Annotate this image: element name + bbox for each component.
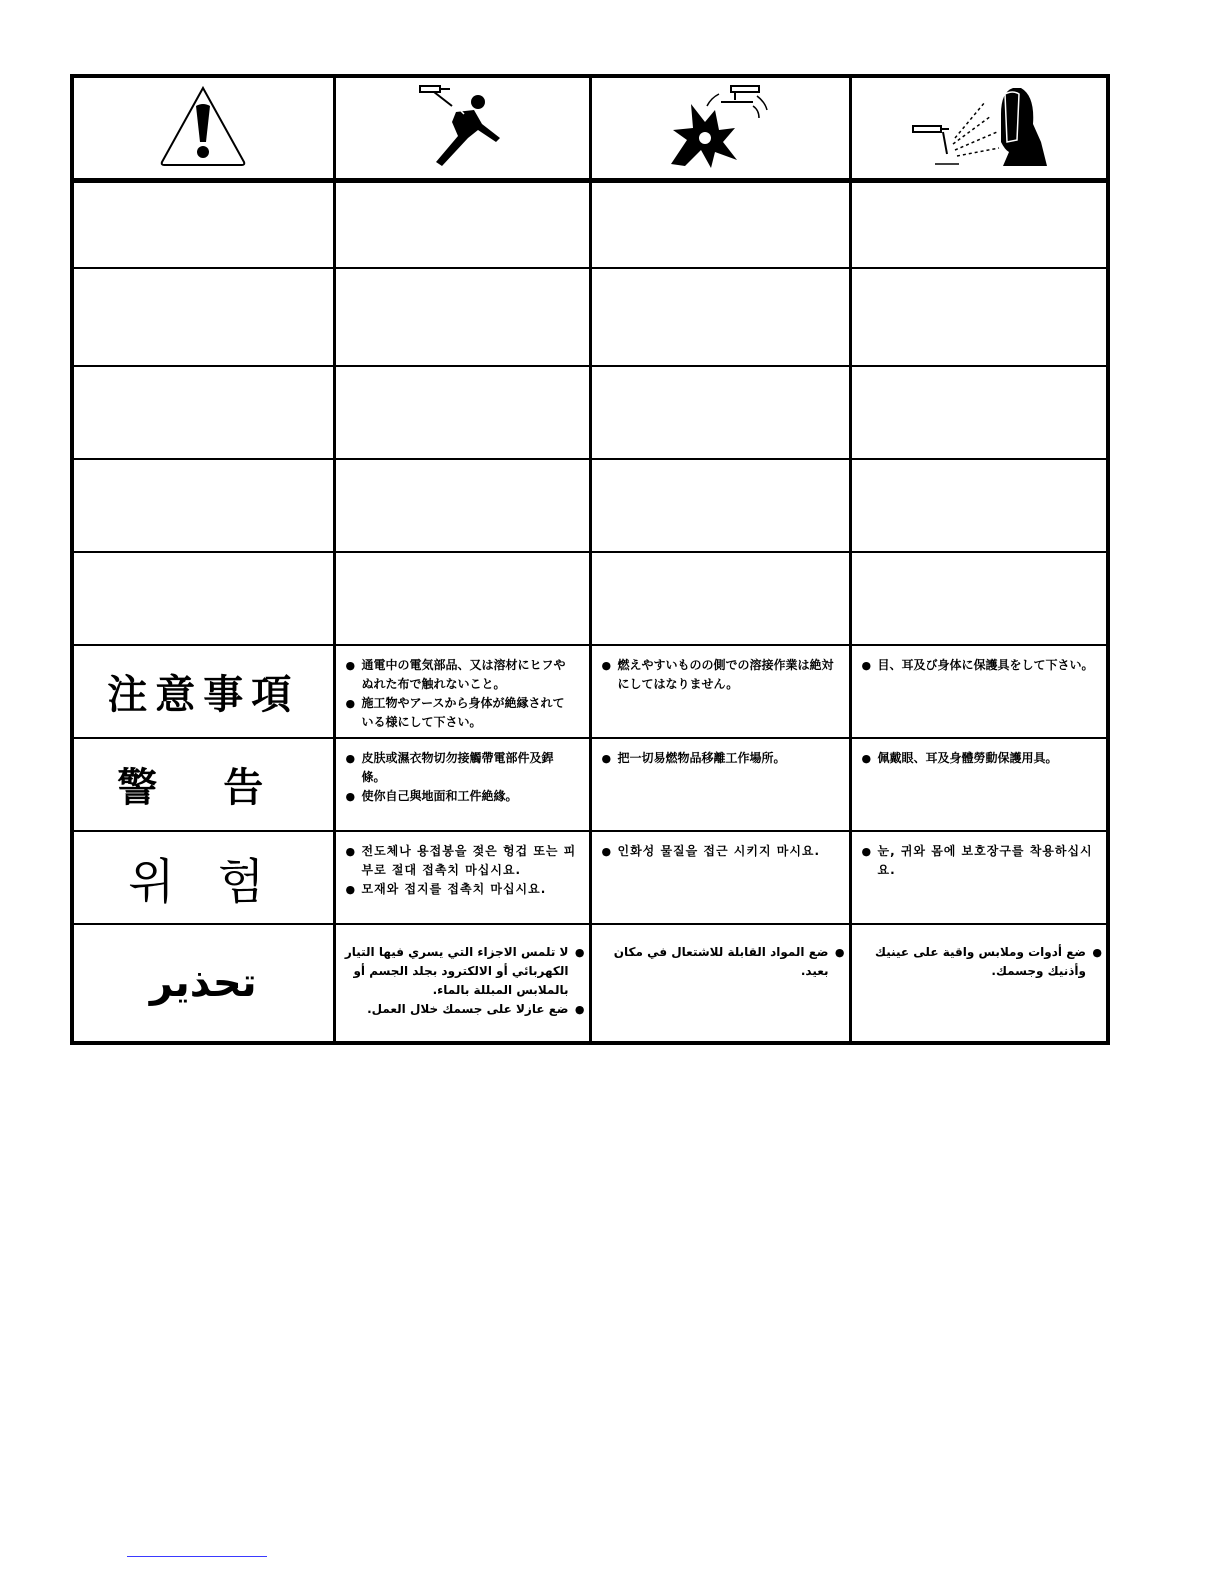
bullet-item: ● 目、耳及び身体に保護具をして下さい。 [862,656,1095,675]
bullet-item: ● ضع المواد القابلة للاشتعال في مكان بعيد. [600,943,845,981]
warning-triangle-icon-cell [72,76,334,180]
table-row [72,268,1108,366]
hazard-cell [590,366,850,459]
row-label-cell [72,268,334,366]
hazard-cell [850,459,1108,552]
bullet-list [336,739,589,806]
hazard-cell [590,924,850,1043]
table-row [72,645,1108,738]
bullet-item: ● 눈, 귀와 몸에 보호장구를 착용하십시요. [862,842,1095,880]
bullet-item: ● 使你自己與地面和工件絶緣。 [346,787,577,806]
bullet-list [852,832,1107,880]
hazard-cell [334,645,590,738]
explosion-icon-cell [590,76,850,180]
bullet-list [336,832,589,899]
hazard-cell [850,738,1108,831]
bullet-item: ● 인화성 물질을 접근 시키지 마시요. [602,842,837,861]
bullet-item: ● لا تلمس الاجزاء التي يسري فيها التيار الكهربائي أو الالكترود بجلد الجسم أو بالملابس المبللة بالماء. [344,943,585,1000]
row-label-cell [72,459,334,552]
hazard-cell [590,552,850,645]
bullet-list [336,646,589,732]
hazard-cell [334,180,590,268]
bullet-list [592,646,849,694]
bullet-list [592,925,849,981]
hazard-cell [590,459,850,552]
row-label-cell [72,645,334,738]
hazard-cell [850,552,1108,645]
bullet-list [592,832,849,861]
row-label: 위 험 [128,854,279,910]
table-row [72,459,1108,552]
hazard-cell [850,924,1108,1043]
bullet-item: ● 皮肤或濕衣物切勿接觸帶電部件及銲條。 [346,749,577,787]
bullet-item: ● 通電中の電気部品、又は溶材にヒフやぬれた布で触れないこと。 [346,656,577,694]
icon-row [72,76,1108,180]
row-label-cell [72,180,334,268]
row-label-cell [72,831,334,924]
hazard-cell [590,180,850,268]
hazard-cell [850,645,1108,738]
table-row [72,738,1108,831]
bullet-item: ● 모재와 접지를 접촉치 마십시요. [346,880,577,899]
hazard-cell [850,366,1108,459]
hazard-cell [850,831,1108,924]
hazard-cell [590,268,850,366]
explosion-icon [665,80,775,172]
bullet-item: ● 佩戴眼、耳及身體勞動保護用具。 [862,749,1095,768]
bullet-item: ● 把一切易燃物品移離工作場所。 [602,749,837,768]
hazard-cell [590,645,850,738]
hazard-cell [334,268,590,366]
hazard-cell [590,831,850,924]
bullet-list [852,925,1107,981]
row-label-cell [72,738,334,831]
bullet-item: ● 전도체나 용접봉을 젖은 헝겁 또는 피부로 절대 접촉치 마십시요. [346,842,577,880]
row-label-cell [72,366,334,459]
bullet-item: ● ضع أدوات وملابس واقية على عينيك وأذنيك وجسمك. [860,943,1103,981]
electric-shock-icon [412,80,512,172]
table-row [72,180,1108,268]
hazard-cell [334,552,590,645]
table-row [72,366,1108,459]
warning-triangle-icon [158,84,248,168]
welding-rays-face-shield-icon [909,80,1049,172]
hazard-cell [334,831,590,924]
hazard-cell [334,924,590,1043]
bullet-item: ● 燃えやすいものの側での溶接作業は絶対にしてはなりません。 [602,656,837,694]
row-label-cell [72,924,334,1043]
table-row [72,552,1108,645]
electric-shock-icon-cell [334,76,590,180]
row-label-cell [72,552,334,645]
hazard-cell [590,738,850,831]
bullet-item: ● ضع عازلا على جسمك خلال العمل. [344,1000,585,1019]
table-row [72,924,1108,1043]
row-label: 警 告 [117,765,290,811]
table-row [72,831,1108,924]
hazard-cell [334,459,590,552]
bullet-list [852,646,1107,675]
hazard-cell [850,180,1108,268]
row-label: تحذير [149,960,257,1006]
welding-rays-face-shield-icon-cell [850,76,1108,180]
bullet-list [336,925,589,1019]
row-label: 注意事項 [107,672,300,718]
hazard-cell [334,738,590,831]
footer-rule [127,1556,267,1557]
hazard-cell [850,268,1108,366]
bullet-item: ● 施工物やアースから身体が絶縁されている様にして下さい。 [346,694,577,732]
hazard-cell [334,366,590,459]
bullet-list [852,739,1107,768]
bullet-list [592,739,849,768]
safety-warning-table [70,74,1110,1045]
